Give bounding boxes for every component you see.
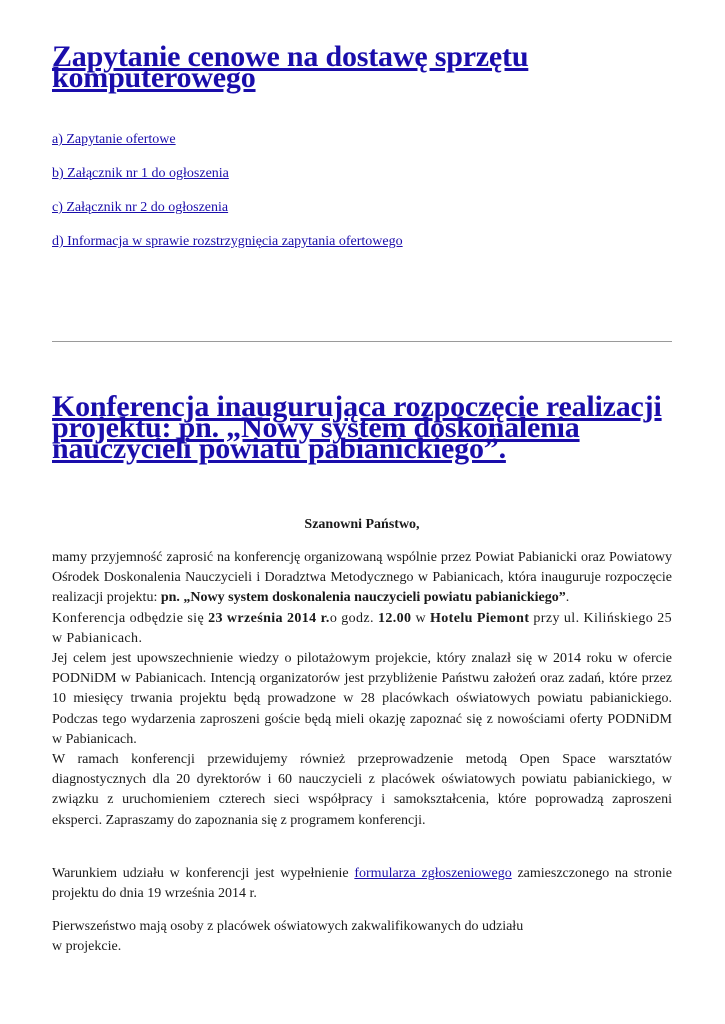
article-2-body: [52, 548, 672, 831]
project-name: pn. „Nowy system doskonalenia nauczycieli powiatu pabianickiego”: [160, 590, 566, 606]
event-details-paragraph: [52, 609, 672, 649]
intro-text: mamy przyjemność zaprosić na konferencję organizowaną wspólnie przez Powiat Pabianicki oraz Powiatowy Ośrodek Doskonalenia Nauczycieli i Doradztwa Metodycznego w Pabianicach, która inauguruje rozpoczęcie realizacji projektu:: [52, 550, 672, 606]
article-2: [52, 390, 672, 465]
intro-paragraph: [52, 548, 672, 609]
article-1: [52, 40, 672, 94]
list-item: [52, 233, 403, 267]
event-date: 23 września 2014 r.: [208, 610, 330, 626]
when-text-3: w: [411, 610, 430, 626]
when-text-2: o godz.: [329, 610, 378, 626]
workshop-paragraph: W ramach konferencji przewidujemy również przeprowadzenie metodą Open Space warsztatów diagnostycznych dla 20 dyrektorów i 60 nauczycieli z placówek oświatowych powiatu pabianickiego, w związku z uruchomieniem czterech sieci współpracy i samokształcenia, które poprowadzą zaproszeni eksperci. Zapraszamy do zapoznania się z programem konferencji.: [52, 752, 672, 828]
event-place: Hotelu Piemont: [429, 610, 530, 626]
list-item: [52, 199, 403, 233]
event-time: 12.00: [377, 610, 412, 626]
condition-text-1: Warunkiem udziału w konferencji jest wypełnienie: [52, 866, 355, 881]
priority-line-1: Pierwszeństwo mają osoby z placówek oświatowych zakwalifikowanych do udziału: [52, 919, 524, 934]
article-2-title-link[interactable]: Konferencja inaugurująca rozpoczęcie realizacji projektu: pn. „Nowy system doskonalenia nauczycieli powiatu pabianickiego”.: [52, 390, 662, 465]
link-zalacznik-1[interactable]: b) Załącznik nr 1 do ogłoszenia: [52, 166, 229, 181]
goal-paragraph: Jej celem jest upowszechnienie wiedzy o pilotażowym projekcie, który znalazł się w 2014 roku w ofercie PODNiDM w Pabianicach. Intencją organizatorów jest przybliżenie Państwu założeń oraz zadań, które przez 10 miesięcy trwania projektu będą prowadzone w 28 placówkach oświatowych powiatu pabianickiego. Podczas tego wydarzenia zaproszeni goście będą mieli okazję zapoznać się z nowościami oferty PODNiDM w Pabianicach.: [52, 651, 672, 747]
intro-end: .: [565, 590, 570, 606]
article-1-title: [52, 40, 672, 94]
condition-paragraph: [52, 864, 672, 904]
list-item: [52, 131, 403, 165]
when-text-4: przy ul. Kilińskiego 25 w Pabianicach.: [52, 610, 673, 646]
link-informacja-rozstrzygniecie[interactable]: d) Informacja w sprawie rozstrzygnięcia zapytania ofertowego: [52, 234, 403, 249]
link-zapytanie-ofertowe[interactable]: a) Zapytanie ofertowe: [52, 132, 176, 147]
link-zalacznik-2[interactable]: c) Załącznik nr 2 do ogłoszenia: [52, 200, 229, 215]
when-text-1: Konferencja odbędzie się: [52, 610, 209, 626]
greeting: Szanowni Państwo,: [304, 517, 420, 532]
article-1-title-link[interactable]: Zapytanie cenowe na dostawę sprzętu komputerowego: [52, 40, 529, 94]
list-item: [52, 165, 403, 199]
section-divider: [52, 341, 672, 342]
priority-line-2: w projekcie.: [52, 939, 122, 955]
attachment-links-list: [52, 131, 403, 267]
article-2-title: [52, 390, 672, 465]
registration-form-link[interactable]: formularza zgłoszeniowego: [354, 866, 512, 881]
condition-text-2: zamieszczonego na stronie projektu do dnia 19 września 2014 r.: [52, 866, 672, 902]
priority-paragraph: [52, 917, 672, 957]
